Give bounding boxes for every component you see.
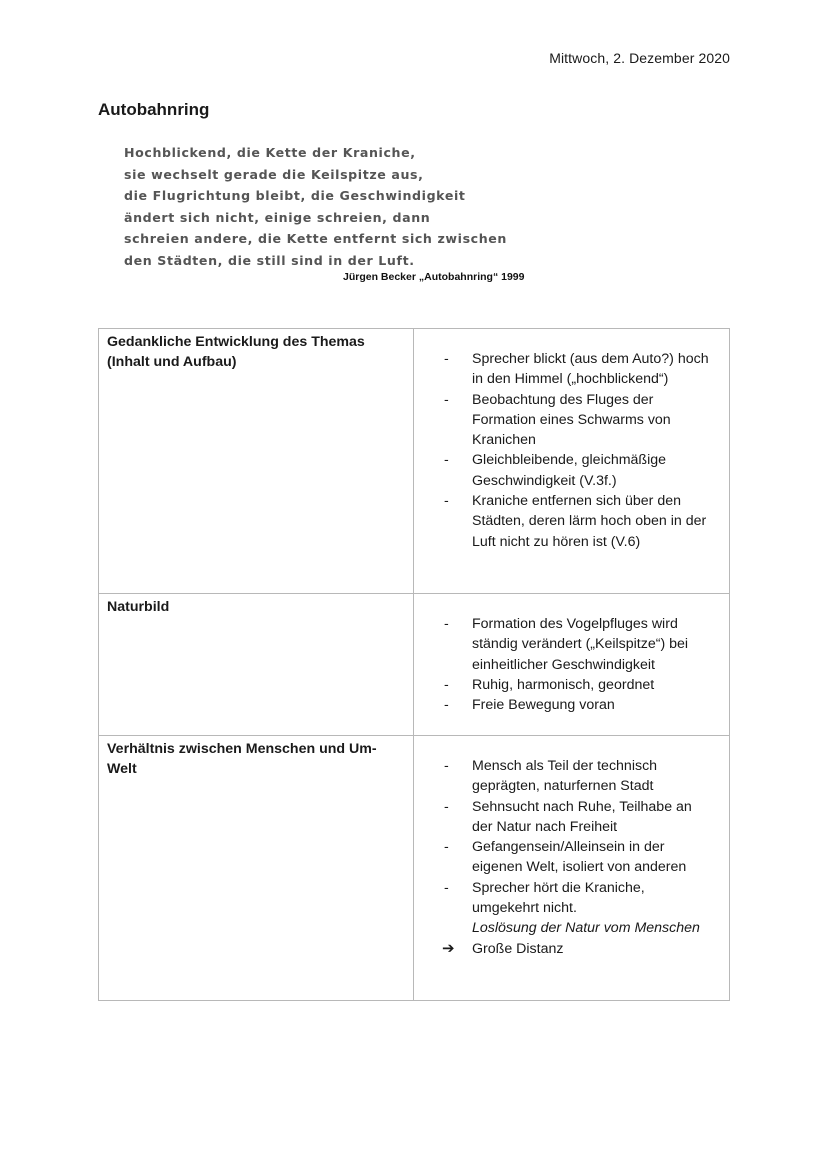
bullet-list bbox=[414, 349, 715, 552]
list-item bbox=[414, 491, 715, 552]
list-item-text: Sehnsucht nach Ruhe, Teilhabe an der Natur nach Freiheit bbox=[472, 798, 692, 835]
row-label-line: Verhältnis zwischen Menschen und Um- bbox=[107, 741, 377, 757]
poem-line: schreien andere, die Kette entfernt sich zwischen bbox=[124, 231, 508, 247]
list-item bbox=[414, 614, 715, 675]
list-item-text: Beobachtung des Fluges der Formation eines Schwarms von Kranichen bbox=[472, 391, 671, 449]
list-item-text: Kraniche entfernen sich über den Städten, deren lärm hoch oben in der Luft nicht zu hören ist (V.6) bbox=[472, 493, 707, 550]
list-item-text: Loslösung der Natur vom Menschen bbox=[472, 920, 700, 937]
poem-line: sie wechselt gerade die Keilspitze aus, bbox=[124, 166, 424, 182]
poem-citation: Jürgen Becker „Autobahnring“ 1999 bbox=[343, 271, 525, 283]
row-label-line: Welt bbox=[107, 761, 137, 778]
list-item-text: Sprecher hört die Kraniche, umgekehrt nicht. bbox=[472, 879, 645, 917]
row-content bbox=[414, 329, 730, 594]
dash-marker: - bbox=[444, 351, 449, 367]
list-item-text: Gefangensein/Alleinsein in der eigenen Welt, isoliert von anderen bbox=[472, 839, 687, 876]
document-date: Mittwoch, 2. Dezember 2020 bbox=[549, 50, 730, 66]
bullet-list bbox=[414, 756, 715, 959]
list-item-text: Große Distanz bbox=[472, 940, 564, 957]
bullet-list bbox=[414, 614, 715, 715]
poem-line: den Städten, die still sind in der Luft. bbox=[124, 252, 415, 268]
table-row bbox=[99, 329, 730, 594]
table-row bbox=[99, 594, 730, 736]
list-item bbox=[414, 939, 715, 959]
dash-marker: - bbox=[444, 676, 449, 693]
list-item-note bbox=[414, 918, 715, 938]
row-content bbox=[414, 736, 730, 1001]
list-item bbox=[414, 349, 715, 390]
arrow-right-icon: ➔ bbox=[442, 939, 455, 957]
dash-marker: - bbox=[444, 798, 449, 815]
poem-line: ändert sich nicht, einige schreien, dann bbox=[124, 209, 431, 225]
list-item bbox=[414, 837, 715, 878]
dash-marker: - bbox=[444, 493, 449, 510]
poem-line: Hochblickend, die Kette der Kraniche, bbox=[124, 145, 416, 160]
table-row bbox=[99, 736, 730, 1001]
list-item-text: Mensch als Teil der technisch geprägten, naturfernen Stadt bbox=[472, 758, 658, 795]
poem-line: die Flugrichtung bleibt, die Geschwindigkeit bbox=[124, 188, 466, 204]
row-label bbox=[99, 736, 414, 1001]
row-label-line: Naturbild bbox=[107, 599, 170, 615]
list-item-text: Ruhig, harmonisch, geordnet bbox=[472, 676, 655, 693]
list-item-text: Freie Bewegung voran bbox=[472, 697, 615, 714]
list-item bbox=[414, 695, 715, 715]
dash-marker: - bbox=[444, 452, 449, 469]
list-item bbox=[414, 756, 715, 797]
dash-marker: - bbox=[444, 758, 449, 774]
list-item-text: Formation des Vogelpfluges wird ständig verändert („Keilspitze“) bei einheitlicher Geschwindigkeit bbox=[472, 616, 689, 673]
list-item bbox=[414, 878, 715, 919]
list-item bbox=[414, 450, 715, 491]
analysis-table bbox=[98, 328, 730, 1001]
dash-marker: - bbox=[444, 391, 449, 408]
dash-marker: - bbox=[444, 879, 449, 896]
row-label bbox=[99, 329, 414, 594]
row-label-line: (Inhalt und Aufbau) bbox=[107, 354, 237, 371]
dash-marker: - bbox=[444, 616, 449, 632]
row-content bbox=[414, 594, 730, 736]
dash-marker: - bbox=[444, 839, 449, 856]
list-item-text: Gleichbleibende, gleichmäßige Geschwindigkeit (V.3f.) bbox=[472, 452, 667, 489]
list-item bbox=[414, 390, 715, 451]
row-label bbox=[99, 594, 414, 736]
list-item-text: Sprecher blickt (aus dem Auto?) hoch in den Himmel („hochblickend“) bbox=[472, 351, 709, 388]
document-title: Autobahnring bbox=[98, 100, 210, 119]
poem-quote bbox=[124, 142, 507, 272]
dash-marker: - bbox=[444, 697, 449, 714]
list-item bbox=[414, 675, 715, 695]
row-label-line: Gedankliche Entwicklung des Themas bbox=[107, 334, 365, 350]
list-item bbox=[414, 797, 715, 838]
